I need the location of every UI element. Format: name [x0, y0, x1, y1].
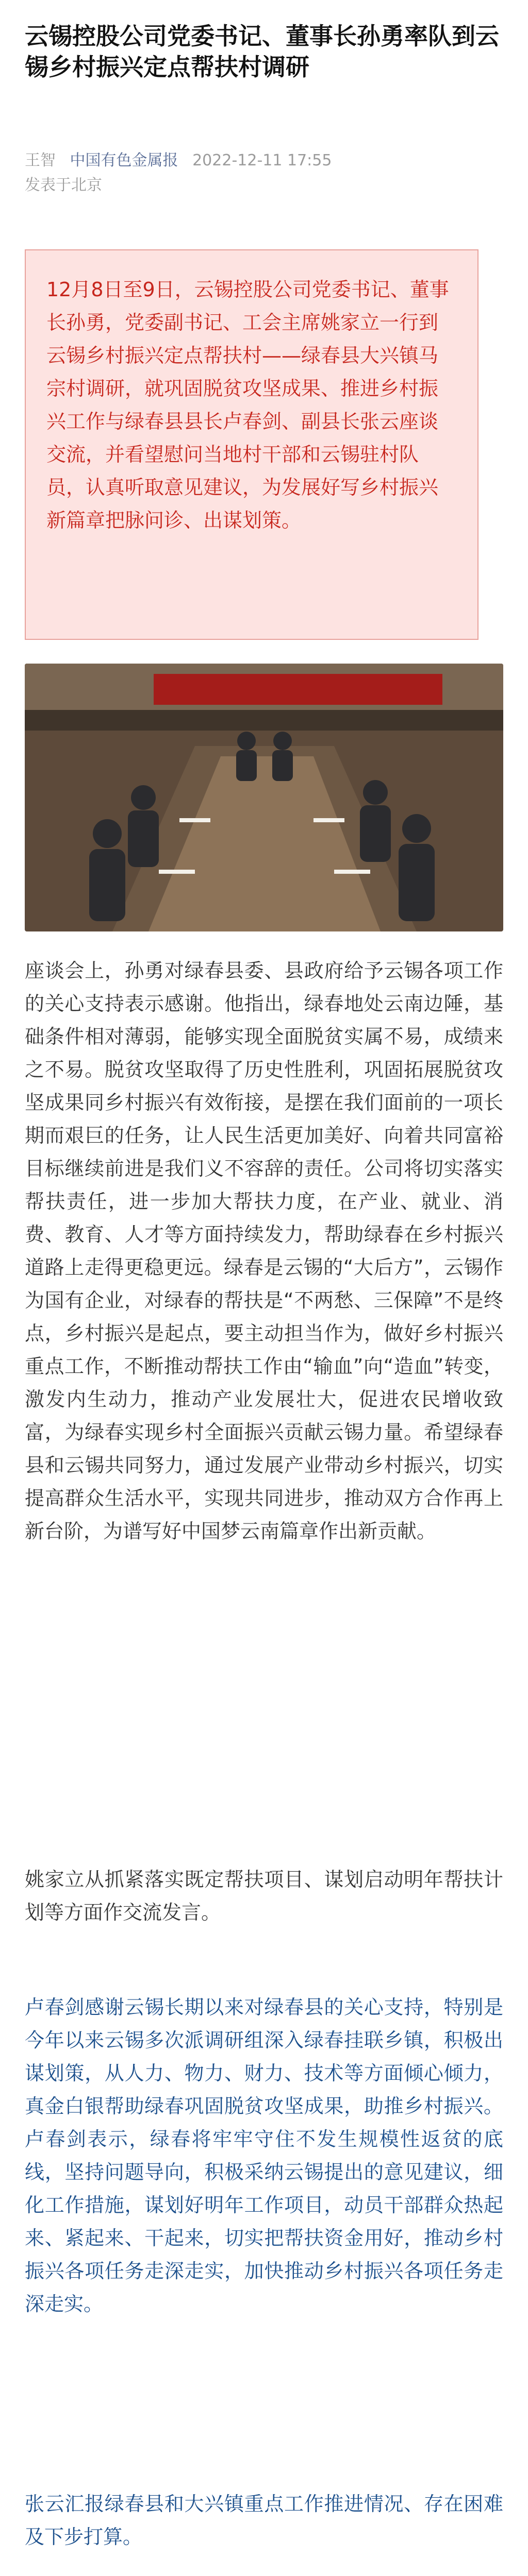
- article-title: 云锡控股公司党委书记、董事长孙勇率队到云锡乡村振兴定点帮扶村调研: [25, 22, 499, 81]
- meeting-room-photo: [25, 664, 503, 931]
- article-location: 发表于北京: [25, 176, 102, 194]
- paragraph-3: 卢春剑感谢云锡长期以来对绿春县的关心支持，特别是今年以来云锡多次派调研组深入绿春挂联乡镇，积极出谋划策，从人力、物力、财力、技术等方面倾心倾力，真金白银帮助绿春巩固脱贫攻坚成果，助推乡村振兴。卢春剑表示，绿春将牢牢守住不发生规模性返贫的底线，坚持问题导向，积极采纳云锡提出的意见建议，细化工作措施，谋划好明年工作项目，动员干部群众热起来、紧起来、干起来，切实把帮扶资金用好，推动乡村振兴各项任务走深走实，加快推动乡村振兴各项任务走深走实。: [25, 1996, 503, 2315]
- article-author: 王智: [25, 151, 56, 170]
- paragraph-2: 姚家立从抓紧落实既定帮扶项目、谋划启动明年帮扶计划等方面作交流发言。: [25, 1868, 503, 1924]
- article-meta: [25, 150, 489, 171]
- paragraph-1: 座谈会上，孙勇对绿春县委、县政府给予云锡各项工作的关心支持表示感谢。他指出，绿春地处云南边陲，基础条件相对薄弱，能够实现全面脱贫实属不易，成绩来之不易。脱贫攻坚取得了历史性胜利，巩固拓展脱贫攻坚成果同乡村振兴有效衔接，是摆在我们面前的一项长期而艰巨的任务，让人民生活更加美好、向着共同富裕目标继续前进是我们义不容辞的责任。公司将切实落实帮扶责任，进一步加大帮扶力度，在产业、就业、消费、教育、人才等方面持续发力，帮助绿春在乡村振兴道路上走得更稳更远。绿春是云锡的“大后方”，云锡作为国有企业，对绿春的帮扶是“不两愁、三保障”不是终点，乡村振兴是起点，要主动担当作为，做好乡村振兴重点工作，不断推动帮扶工作由“输血”向“造血”转变，激发内生动力，推动产业发展壮大，促进农民增收致富，为绿春实现乡村全面振兴贡献云锡力量。希望绿春县和云锡共同努力，通过发展产业带动乡村振兴，切实提高群众生活水平，实现共同进步，推动双方合作再上新台阶，为谱写好中国梦云南篇章作出新贡献。: [25, 959, 503, 1543]
- article-source-link[interactable]: 中国有色金属报: [70, 151, 178, 170]
- article-date: 2022-12-11 17:55: [192, 151, 332, 170]
- article-summary-box: 12月8日至9日，云锡控股公司党委书记、董事长孙勇，党委副书记、工会主席姚家立一行到云锡乡村振兴定点帮扶村——绿春县大兴镇马宗村调研，就巩固脱贫攻坚成果、推进乡村振兴工作与绿春县县长卢春剑、副县长张云座谈交流，并看望慰问当地村干部和云锡驻村队员，认真听取意见建议，为发展好写乡村振兴新篇章把脉问诊、出谋划策。: [25, 249, 478, 640]
- paragraph-4: 张云汇报绿春县和大兴镇重点工作推进情况、存在困难及下步打算。: [25, 2493, 503, 2548]
